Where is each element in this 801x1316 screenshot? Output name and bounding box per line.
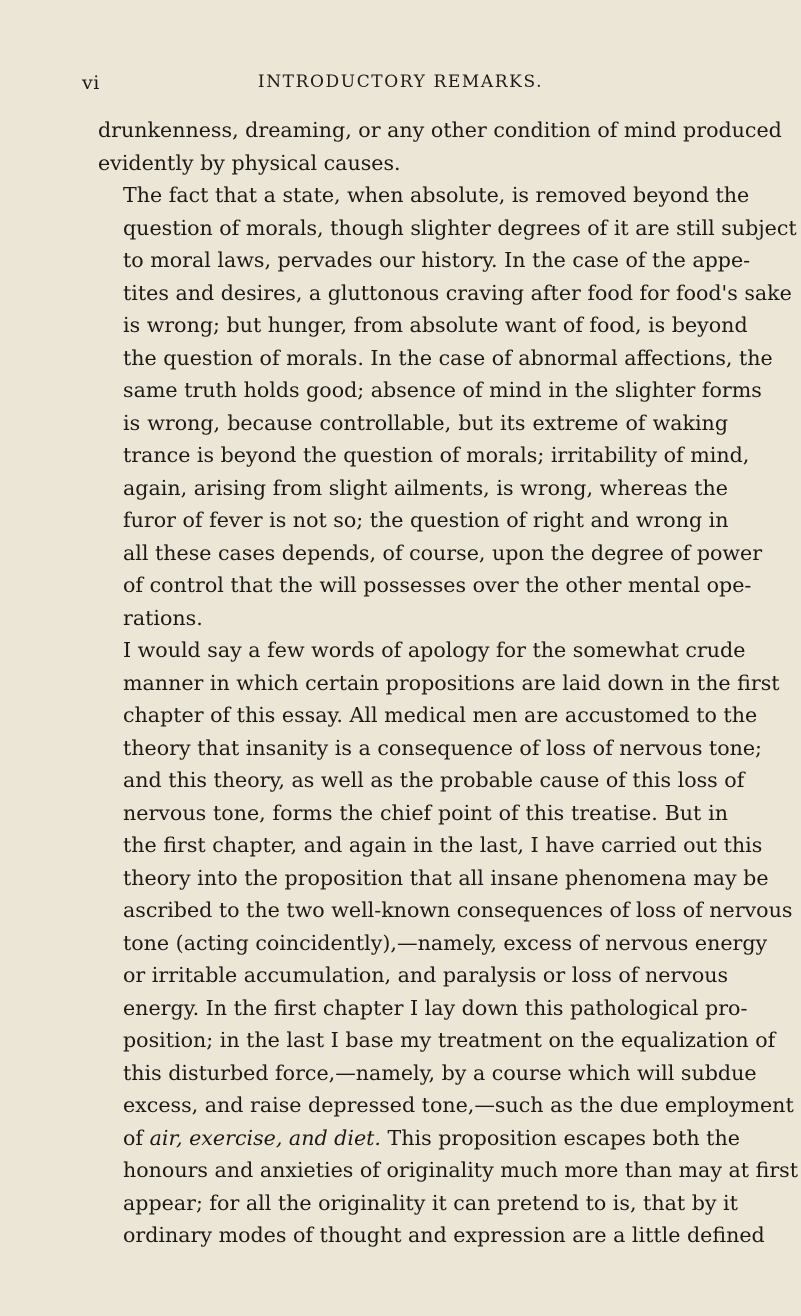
- italic-phrase: air, exercise, and diet.: [149, 1125, 381, 1150]
- paragraph: [98, 114, 782, 179]
- text-line: is wrong; but hunger, from absolute want of food, is beyond: [123, 313, 748, 337]
- text-line: energy. In the first chapter I lay down this pathological pro-: [123, 995, 748, 1020]
- line-prefix: of: [123, 1125, 150, 1150]
- text-line: same truth holds good; absence of mind in the slighter forms: [123, 378, 762, 402]
- text-line: to moral laws, pervades our history. In the case of the appe-: [123, 248, 751, 272]
- text-line: or irritable accumulation, and paralysis or loss of nervous: [123, 963, 729, 987]
- text-line: nervous tone, forms the chief point of this treatise. But in: [123, 800, 728, 825]
- paragraph: [98, 634, 799, 1252]
- text-line: question of morals, though slighter degrees of it are still subject: [123, 215, 797, 240]
- text-line: drunkenness, dreaming, or any other condition of mind produced: [98, 118, 782, 142]
- text-line: theory that insanity is a consequence of loss of nervous tone;: [123, 735, 762, 760]
- text-line: chapter of this essay. All medical men are accustomed to the: [123, 703, 758, 727]
- text-line: evidently by physical causes.: [98, 150, 401, 175]
- text-line: tites and desires, a gluttonous craving after food for food's sake: [123, 280, 792, 305]
- page-header: [0, 72, 801, 102]
- text-line: is wrong, because controllable, but its extreme of waking: [123, 410, 728, 435]
- text-line: again, arising from slight ailments, is wrong, whereas the: [123, 475, 728, 500]
- text-line: rations.: [123, 605, 203, 630]
- text-line-with-italics: [98, 1122, 740, 1155]
- text-line: I would say a few words of apology for the somewhat crude: [123, 638, 746, 662]
- text-line: appear; for all the originality it can pretend to is, that by it: [123, 1190, 738, 1215]
- text-line: trance is beyond the question of morals; irritability of mind,: [123, 443, 750, 467]
- text-line: The fact that a state, when absolute, is removed beyond the: [123, 183, 750, 207]
- line-suffix: This proposition escapes both the: [380, 1125, 740, 1150]
- text-line: excess, and raise depressed tone,—such as the due employment: [123, 1093, 794, 1117]
- text-line: the question of morals. In the case of abnormal affections, the: [123, 345, 773, 370]
- page-number: vi: [82, 72, 100, 94]
- text-line: furor of fever is not so; the question of right and wrong in: [123, 508, 729, 532]
- text-line: the first chapter, and again in the last, I have carried out this: [123, 833, 763, 857]
- text-line: this disturbed force,—namely, by a course which will subdue: [123, 1060, 757, 1085]
- paragraph: [98, 179, 797, 634]
- text-line: of control that the will possesses over the other mental ope-: [123, 573, 752, 597]
- text-line: tone (acting coincidently),—namely, excess of nervous energy: [123, 930, 768, 955]
- text-line: honours and anxieties of originality much more than may at first: [123, 1158, 799, 1182]
- text-line: and this theory, as well as the probable cause of this loss of: [123, 768, 745, 792]
- text-line: position; in the last I base my treatment on the equalization of: [123, 1028, 776, 1052]
- text-line: ordinary modes of thought and expression are a little defined: [123, 1223, 765, 1247]
- text-line: theory into the proposition that all insane phenomena may be: [123, 865, 769, 890]
- text-line: all these cases depends, of course, upon the degree of power: [123, 540, 763, 565]
- running-title: INTRODUCTORY REMARKS.: [257, 72, 544, 92]
- text-line: ascribed to the two well-known consequences of loss of nervous: [123, 898, 793, 922]
- text-line: manner in which certain propositions are laid down in the first: [123, 670, 780, 695]
- body-text: [98, 114, 799, 1252]
